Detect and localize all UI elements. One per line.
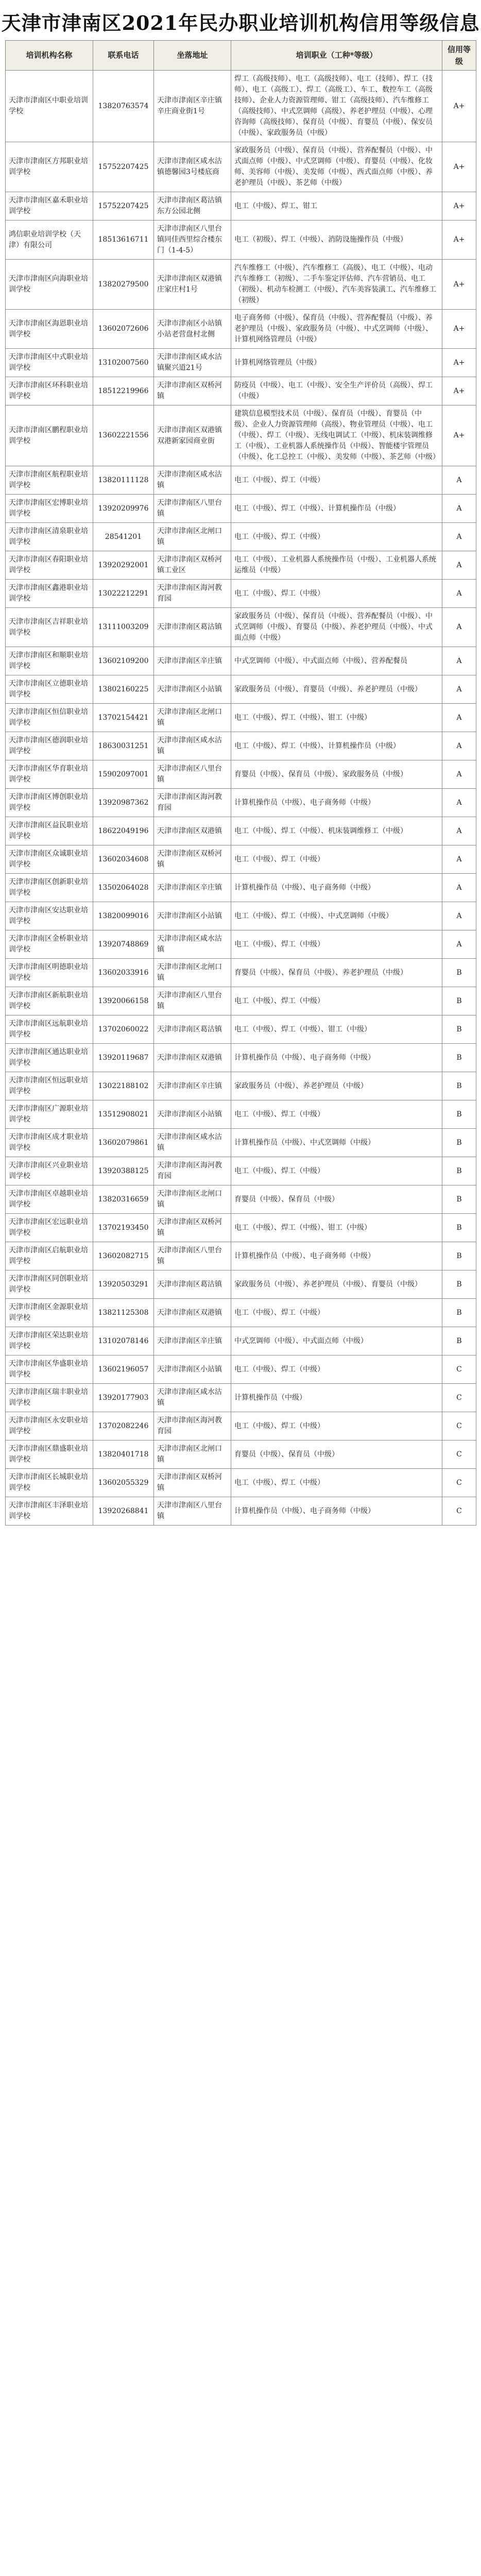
row-name: 天津市津南区众诚职业培训学校: [6, 845, 93, 874]
row-address: 天津市津南区咸水沽镇: [154, 1384, 231, 1412]
row-name: 天津市津南区同创职业培训学校: [6, 1270, 93, 1299]
row-grade: A: [442, 675, 476, 704]
row-phone: 18630031251: [93, 732, 154, 760]
row-phone: 28541201: [93, 523, 154, 551]
row-grade: A: [442, 495, 476, 523]
row-jobs: 电子商务师（中级）、保育员（中级）、营养配餐员（中级）、养老护理员（中级）、家政服务员（中级）、中式烹调师（中级）、计算机网络管理员（中级）: [231, 310, 442, 349]
table-row: [6, 902, 476, 930]
table-row: [6, 1015, 476, 1044]
row-phone: 13920119687: [93, 1044, 154, 1072]
table-row: [6, 192, 476, 221]
row-jobs: 家政服务员（中级）、养老护理员（中级）、育婴员（中级）: [231, 1270, 442, 1299]
table-row: [6, 845, 476, 874]
row-address: 天津市津南区双港镇双港新家园商业街: [154, 405, 231, 466]
table-row: [6, 817, 476, 845]
row-jobs: 育婴员（中级）、保育员（中级）、养老护理员（中级）: [231, 959, 442, 987]
row-phone: 13602221556: [93, 405, 154, 466]
table-row: [6, 551, 476, 580]
row-phone: 13602034608: [93, 845, 154, 874]
row-phone: 18622049196: [93, 817, 154, 845]
row-address: 天津市津南区咸水沽镇: [154, 930, 231, 959]
row-name: 天津市津南区立德职业培训学校: [6, 675, 93, 704]
row-name: 天津市津南区永安职业培训学校: [6, 1412, 93, 1440]
row-address: 天津市津南区海河教育园: [154, 1412, 231, 1440]
row-address: 天津市津南区八里台镇: [154, 760, 231, 789]
row-name: 天津市津南区创新职业培训学校: [6, 874, 93, 902]
row-jobs: 电工（中级）、焊工（中级）、机床装调维修工（中级）: [231, 817, 442, 845]
row-name: 天津市津南区宏远职业培训学校: [6, 1214, 93, 1242]
row-jobs: 电工（中级）、焊工（中级）: [231, 1299, 442, 1327]
row-jobs: 焊工（高级技师）、电工（高级技师）、电工（技师）、焊工（技师）、电工（高级工）、焊工（高级工）、车工、数控车工（高级技师）、企业人力资源管理师、钳工（高级技师）、汽车维修工（高级技师）、中式烹调师（高级）、养老护理员（中级）、心理咨询师（高级技师）、保育员（中级）、育婴员（中级）、保安员（中级）、家政服务员（中级）: [231, 71, 442, 142]
row-jobs: 电工（中级）、焊工（中级）: [231, 466, 442, 495]
row-phone: 13821125308: [93, 1299, 154, 1327]
row-name: 天津市津南区鑫港职业培训学校: [6, 580, 93, 608]
table-row: [6, 1214, 476, 1242]
row-address: 天津市津南区北闸口镇: [154, 704, 231, 732]
row-address: 天津市津南区八里台镇: [154, 1242, 231, 1270]
row-address: 天津市津南区双港镇庄家庄村1号: [154, 260, 231, 310]
row-grade: C: [442, 1412, 476, 1440]
header-jobs: 培训职业（工种*等级）: [231, 41, 442, 71]
row-name: 天津市津南区启航职业培训学校: [6, 1242, 93, 1270]
row-jobs: 电工（中级）、焊工（中级）、钳工（中级）: [231, 1214, 442, 1242]
table-row: [6, 647, 476, 675]
table-row: [6, 930, 476, 959]
row-grade: B: [442, 1072, 476, 1100]
table-row: [6, 760, 476, 789]
row-grade: A: [442, 704, 476, 732]
row-name: 天津市津南区恒远职业培训学校: [6, 1072, 93, 1100]
row-address: 天津市津南区双桥河镇: [154, 845, 231, 874]
row-name: 天津市津南区环科职业培训学校: [6, 377, 93, 405]
row-grade: B: [442, 959, 476, 987]
row-jobs: 电工（中级）、焊工（中级）: [231, 1412, 442, 1440]
row-phone: 13602033916: [93, 959, 154, 987]
table-row: [6, 260, 476, 310]
row-address: 天津市津南区咸水沽镇: [154, 732, 231, 760]
row-phone: 13602055329: [93, 1469, 154, 1497]
row-name: 天津市津南区广源职业培训学校: [6, 1100, 93, 1129]
row-name: 天津市津南区春阳职业培训学校: [6, 551, 93, 580]
row-phone: 13920268841: [93, 1497, 154, 1526]
row-grade: B: [442, 1270, 476, 1299]
table-row: [6, 732, 476, 760]
table-row: [6, 1384, 476, 1412]
row-address: 天津市津南区辛庄镇辛庄商业街1号: [154, 71, 231, 142]
row-jobs: 电工（中级）、焊工（中级）: [231, 1100, 442, 1129]
row-grade: A+: [442, 310, 476, 349]
row-name: 天津市津南区长城职业培训学校: [6, 1469, 93, 1497]
row-address: 天津市津南区双港镇: [154, 817, 231, 845]
row-grade: A+: [442, 142, 476, 192]
row-name: 天津市津南区吉祥职业培训学校: [6, 608, 93, 647]
table-row: [6, 1185, 476, 1214]
row-grade: A: [442, 580, 476, 608]
row-address: 天津市津南区葛沽镇: [154, 1015, 231, 1044]
row-jobs: 电工（中级）、工业机器人系统操作员（中级）、工业机器人系统运维员（中级）: [231, 551, 442, 580]
row-address: 天津市津南区北闸口镇: [154, 959, 231, 987]
row-address: 天津市津南区北闸口镇: [154, 1440, 231, 1469]
row-grade: A+: [442, 260, 476, 310]
row-grade: B: [442, 1015, 476, 1044]
row-jobs: 计算机操作员（中级）、电子商务师（中级）: [231, 1044, 442, 1072]
row-phone: 13102007560: [93, 349, 154, 377]
row-address: 天津市津南区葛沽镇东方公园北侧: [154, 192, 231, 221]
row-grade: B: [442, 1157, 476, 1185]
row-jobs: 家政服务员（中级）、保育员（中级）、营养配餐员（中级）、中式烹调师（中级）、育婴员（中级）、养老护理员（中级）、中式面点师（中级）: [231, 608, 442, 647]
row-jobs: 电工（中级）、焊工（中级）、计算机操作员（中级）: [231, 495, 442, 523]
row-jobs: 电工（中级）、焊工（中级）: [231, 1469, 442, 1497]
row-name: 天津市津南区通达职业培训学校: [6, 1044, 93, 1072]
row-jobs: 育婴员（中级）、保育员（中级）: [231, 1185, 442, 1214]
table-row: [6, 675, 476, 704]
row-phone: 13820316659: [93, 1185, 154, 1214]
row-phone: 13602082715: [93, 1242, 154, 1270]
table-row: [6, 874, 476, 902]
row-phone: 13820111128: [93, 466, 154, 495]
table-row: [6, 959, 476, 987]
row-jobs: 计算机操作员（中级）、中式烹调师（中级）: [231, 1129, 442, 1157]
row-grade: B: [442, 1185, 476, 1214]
row-address: 天津市津南区北闸口镇: [154, 1185, 231, 1214]
row-jobs: 电工（中级）、焊工（中级）、钳工（中级）: [231, 704, 442, 732]
row-address: 天津市津南区双桥河镇: [154, 1214, 231, 1242]
row-phone: 18513616711: [93, 221, 154, 260]
table-row: [6, 1440, 476, 1469]
row-phone: 13920388125: [93, 1157, 154, 1185]
row-grade: C: [442, 1469, 476, 1497]
row-jobs: 育婴员（中级）、保育员（中级）: [231, 1440, 442, 1469]
row-name: 天津市津南区金桥职业培训学校: [6, 930, 93, 959]
row-phone: 13802160225: [93, 675, 154, 704]
row-grade: A: [442, 817, 476, 845]
row-phone: 13920503291: [93, 1270, 154, 1299]
row-name: 天津市津南区和顺职业培训学校: [6, 647, 93, 675]
row-name: 天津市津南区中职业培训学校: [6, 71, 93, 142]
row-grade: A: [442, 466, 476, 495]
table-row: [6, 580, 476, 608]
row-phone: 13702060022: [93, 1015, 154, 1044]
row-grade: B: [442, 1214, 476, 1242]
row-jobs: 电工（中级）、焊工、钳工: [231, 192, 442, 221]
row-name: 天津市津南区宏博职业培训学校: [6, 495, 93, 523]
row-grade: B: [442, 1327, 476, 1355]
row-address: 天津市津南区咸水沽镇: [154, 1129, 231, 1157]
row-name: 天津市津南区益民职业培训学校: [6, 817, 93, 845]
table-row: [6, 221, 476, 260]
row-jobs: 电工（中级）、焊工（中级）: [231, 987, 442, 1015]
row-phone: 13820763574: [93, 71, 154, 142]
row-phone: 13702154421: [93, 704, 154, 732]
table-row: [6, 349, 476, 377]
row-jobs: 中式烹调师（中级）、中式面点师（中级）: [231, 1327, 442, 1355]
row-grade: B: [442, 1242, 476, 1270]
row-name: 天津市津南区成才职业培训学校: [6, 1129, 93, 1157]
table-row: [6, 310, 476, 349]
row-jobs: 计算机操作员（中级）、电子商务师（中级）: [231, 1497, 442, 1526]
row-grade: A+: [442, 349, 476, 377]
row-address: 天津市津南区八里台镇: [154, 987, 231, 1015]
row-phone: 13820279500: [93, 260, 154, 310]
table-row: [6, 1355, 476, 1384]
row-name: 天津市津南区航程职业培训学校: [6, 466, 93, 495]
row-address: 天津市津南区葛沽镇: [154, 608, 231, 647]
row-address: 天津市津南区小站镇: [154, 902, 231, 930]
table-row: [6, 1044, 476, 1072]
row-name: 天津市津南区博创职业培训学校: [6, 789, 93, 817]
row-name: 天津市津南区明德职业培训学校: [6, 959, 93, 987]
table-row: [6, 608, 476, 647]
row-grade: A: [442, 608, 476, 647]
row-grade: B: [442, 1100, 476, 1129]
row-name: 天津市津南区清泉职业培训学校: [6, 523, 93, 551]
row-phone: 13602196057: [93, 1355, 154, 1384]
row-phone: 15752207425: [93, 192, 154, 221]
table-row: [6, 1327, 476, 1355]
table-row: [6, 1129, 476, 1157]
row-jobs: 家政服务员（中级）、育婴员（中级）、养老护理员（中级）: [231, 675, 442, 704]
row-phone: 13920748869: [93, 930, 154, 959]
table-row: [6, 71, 476, 142]
row-jobs: 家政服务员（中级）、保育员（中级）、营养配餐员（中级）、中式面点师（中级）、中式烹调师（中级）、育婴员（中级）、化妆师、美容师（中级）、美发师（中级）、西式面点师（中级）、养老护理员（中级）、茶艺师（中级）: [231, 142, 442, 192]
row-phone: 13602072606: [93, 310, 154, 349]
row-address: 天津市津南区小站镇: [154, 1355, 231, 1384]
row-name: 天津市津南区安达职业培训学校: [6, 902, 93, 930]
row-address: 天津市津南区小站镇: [154, 675, 231, 704]
row-name: 天津市津南区丰泽职业培训学校: [6, 1497, 93, 1526]
table-row: [6, 1469, 476, 1497]
row-grade: A+: [442, 405, 476, 466]
row-name: 天津市津南区新航职业培训学校: [6, 987, 93, 1015]
row-phone: 13920066158: [93, 987, 154, 1015]
table-row: [6, 1412, 476, 1440]
row-grade: A+: [442, 221, 476, 260]
row-jobs: 电工（中级）、焊工（中级）: [231, 1355, 442, 1384]
row-address: 天津市津南区八里台镇: [154, 495, 231, 523]
row-phone: 13512908021: [93, 1100, 154, 1129]
row-phone: 13111003209: [93, 608, 154, 647]
row-grade: B: [442, 1044, 476, 1072]
row-address: 天津市津南区辛庄镇: [154, 1072, 231, 1100]
row-grade: A+: [442, 377, 476, 405]
table-row: [6, 1242, 476, 1270]
row-grade: A: [442, 647, 476, 675]
row-phone: 13602109200: [93, 647, 154, 675]
table-row: [6, 1270, 476, 1299]
row-name: 天津市津南区中式职业培训学校: [6, 349, 93, 377]
table-header-row: [6, 41, 476, 71]
row-address: 天津市津南区双桥河镇: [154, 377, 231, 405]
row-name: 天津市津南区华盛职业培训学校: [6, 1355, 93, 1384]
table-row: [6, 1157, 476, 1185]
table-row: [6, 523, 476, 551]
row-phone: 13702082246: [93, 1412, 154, 1440]
row-name: 天津市津南区嘉禾职业培训学校: [6, 192, 93, 221]
row-address: 天津市津南区海河教育园: [154, 580, 231, 608]
row-grade: C: [442, 1355, 476, 1384]
row-jobs: 计算机操作员（中级）、电子商务师（中级）: [231, 789, 442, 817]
header-address: 坐落地址: [154, 41, 231, 71]
row-grade: B: [442, 1129, 476, 1157]
row-grade: B: [442, 987, 476, 1015]
row-address: 天津市津南区双桥河镇工业区: [154, 551, 231, 580]
table-row: [6, 1072, 476, 1100]
table-row: [6, 987, 476, 1015]
row-phone: 13920177903: [93, 1384, 154, 1412]
row-address: 天津市津南区小站镇: [154, 1100, 231, 1129]
row-address: 天津市津南区八里台镇同佳西里综合楼东门（1-4-5）: [154, 221, 231, 260]
row-address: 天津市津南区咸水沽镇聚兴道21号: [154, 349, 231, 377]
table-row: [6, 142, 476, 192]
row-name: 天津市津南区德润职业培训学校: [6, 732, 93, 760]
table-row: [6, 405, 476, 466]
row-grade: C: [442, 1384, 476, 1412]
row-jobs: 电工（中级）、焊工（中级）: [231, 580, 442, 608]
row-jobs: 计算机网络管理员（中级）: [231, 349, 442, 377]
row-phone: 13022188102: [93, 1072, 154, 1100]
row-phone: 18512219966: [93, 377, 154, 405]
row-grade: A: [442, 732, 476, 760]
row-grade: C: [442, 1497, 476, 1526]
row-phone: 13920987362: [93, 789, 154, 817]
row-jobs: 计算机操作员（中级）: [231, 1384, 442, 1412]
credit-table: [5, 40, 476, 1526]
row-jobs: 计算机操作员（中级）、电子商务师（中级）: [231, 1242, 442, 1270]
row-jobs: 防疫员（中级）、电工（中级）、安全生产评价员（高级）、焊工（中级）: [231, 377, 442, 405]
row-jobs: 中式烹调师（中级）、中式面点师（中级）、营养配餐员: [231, 647, 442, 675]
row-grade: A: [442, 523, 476, 551]
table-body: [6, 71, 476, 1526]
row-grade: C: [442, 1440, 476, 1469]
header-name: 培训机构名称: [6, 41, 93, 71]
row-grade: A: [442, 551, 476, 580]
row-jobs: 电工（中级）、焊工（中级）: [231, 930, 442, 959]
row-address: 天津市津南区双港镇: [154, 1044, 231, 1072]
row-jobs: 电工（中级）、焊工（中级）: [231, 845, 442, 874]
row-address: 天津市津南区辛庄镇: [154, 1327, 231, 1355]
table-row: [6, 466, 476, 495]
row-name: 天津市津南区鼎盛职业培训学校: [6, 1440, 93, 1469]
table-row: [6, 495, 476, 523]
row-phone: 13502064028: [93, 874, 154, 902]
row-address: 天津市津南区辛庄镇: [154, 874, 231, 902]
row-name: 天津市津南区海恩职业培训学校: [6, 310, 93, 349]
row-phone: 13102078146: [93, 1327, 154, 1355]
row-address: 天津市津南区辛庄镇: [154, 647, 231, 675]
table-row: [6, 1497, 476, 1526]
row-grade: A: [442, 874, 476, 902]
row-name: 天津市津南区远航职业培训学校: [6, 1015, 93, 1044]
table-row: [6, 1299, 476, 1327]
row-phone: 13820099016: [93, 902, 154, 930]
row-jobs: 电工（中级）、焊工（中级）: [231, 523, 442, 551]
row-address: 天津市津南区咸水沽镇德馨园3号楼底商: [154, 142, 231, 192]
row-name: 天津市津南区华育职业培训学校: [6, 760, 93, 789]
row-phone: 15752207425: [93, 142, 154, 192]
row-name: 天津市津南区卓越职业培训学校: [6, 1185, 93, 1214]
row-grade: A: [442, 760, 476, 789]
row-name: 天津市津南区鹏程职业培训学校: [6, 405, 93, 466]
row-phone: 13602079861: [93, 1129, 154, 1157]
row-jobs: 电工（初级）、焊工（中级）、消防设施操作员（中级）: [231, 221, 442, 260]
row-jobs: 计算机操作员（中级）、电子商务师（中级）: [231, 874, 442, 902]
row-name: 天津市津南区恒信职业培训学校: [6, 704, 93, 732]
row-address: 天津市津南区北闸口镇: [154, 523, 231, 551]
row-address: 天津市津南区海河教育园: [154, 1157, 231, 1185]
row-grade: A: [442, 789, 476, 817]
row-name: 天津市津南区金源职业培训学校: [6, 1299, 93, 1327]
row-jobs: 电工（中级）、焊工（中级）、中式烹调师（中级）: [231, 902, 442, 930]
table-row: [6, 789, 476, 817]
row-phone: 15902097001: [93, 760, 154, 789]
row-name: 天津市津南区方邦职业培训学校: [6, 142, 93, 192]
row-jobs: 育婴员（中级）、保育员（中级）、家政服务员（中级）: [231, 760, 442, 789]
row-grade: A+: [442, 192, 476, 221]
row-phone: 13702193450: [93, 1214, 154, 1242]
row-grade: A+: [442, 71, 476, 142]
row-name: 天津市津南区荣达职业培训学校: [6, 1327, 93, 1355]
row-address: 天津市津南区咸水沽镇: [154, 466, 231, 495]
row-name: 鸿信职业培训学校（天津）有限公司: [6, 221, 93, 260]
row-jobs: 家政服务员（中级）、养老护理员（中级）: [231, 1072, 442, 1100]
row-name: 天津市津南区向海职业培训学校: [6, 260, 93, 310]
table-row: [6, 377, 476, 405]
row-address: 天津市津南区小站镇小站老营盘村北侧: [154, 310, 231, 349]
row-address: 天津市津南区双桥河镇: [154, 1469, 231, 1497]
row-grade: A: [442, 930, 476, 959]
page-title: 天津市津南区2021年民办职业培训机构信用等级信息: [1, 11, 480, 35]
row-phone: 13920292001: [93, 551, 154, 580]
row-jobs: 建筑信息模型技术员（中级）、保育员（中级）、育婴员（中级）、企业人力资源管理师（高级）、物业管理员（中级）、电工（中级）、焊工（中级）、无线电调试工（中级）、机床装调维修工（中级）、工业机器人系统操作员（中级）、智能楼宇管理员（中级）、化工总控工（中级）、美发师（中级）、茶艺师（中级）: [231, 405, 442, 466]
row-address: 天津市津南区双港镇: [154, 1299, 231, 1327]
header-phone: 联系电话: [93, 41, 154, 71]
row-phone: 13022212291: [93, 580, 154, 608]
row-grade: B: [442, 1299, 476, 1327]
row-jobs: 电工（中级）、焊工（中级）、钳工（中级）: [231, 1015, 442, 1044]
row-name: 天津市津南区瑞丰职业培训学校: [6, 1384, 93, 1412]
table-row: [6, 704, 476, 732]
row-jobs: 汽车维修工（中级）、汽车维修工（高级）、电工（中级）、电动汽车维修工（初级）、二手车鉴定评估师、汽车营销员、电工（初级）、机动车检测工（中级）、汽车美容装潢工、汽车维修工（初级）: [231, 260, 442, 310]
row-address: 天津市津南区海河教育园: [154, 789, 231, 817]
row-address: 天津市津南区八里台镇: [154, 1497, 231, 1526]
row-name: 天津市津南区兴业职业培训学校: [6, 1157, 93, 1185]
row-grade: A: [442, 902, 476, 930]
row-phone: 13820401718: [93, 1440, 154, 1469]
row-phone: 13920209976: [93, 495, 154, 523]
row-jobs: 电工（中级）、焊工（中级）、计算机操作员（中级）: [231, 732, 442, 760]
header-grade: 信用等级: [442, 41, 476, 71]
row-grade: A: [442, 845, 476, 874]
table-row: [6, 1100, 476, 1129]
row-address: 天津市津南区葛沽镇: [154, 1270, 231, 1299]
row-jobs: 电工（中级）、焊工（中级）: [231, 1157, 442, 1185]
